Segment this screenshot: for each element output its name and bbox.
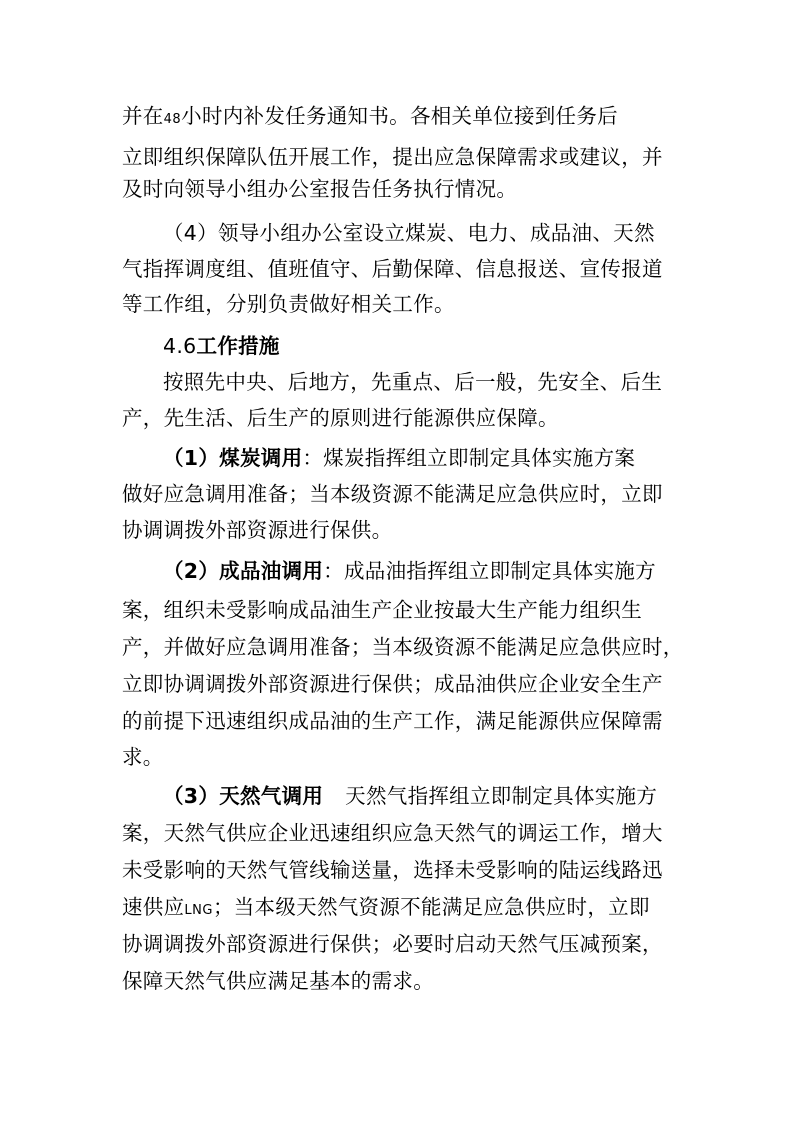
paragraph-heading: （1）煤炭调用 [163, 446, 303, 470]
text-line: 产，先生活、后生产的原则进行能源供应保障。 [122, 406, 559, 430]
text-line: （4）领导小组办公室设立煤炭、电力、成品油、天然 [163, 221, 655, 245]
text-line: 协调调拨外部资源进行保供；必要时启动天然气压减预案， [122, 932, 663, 956]
section-number: 4.6 [163, 334, 197, 358]
text-line: 保障天然气供应满足基本的需求。 [122, 969, 434, 993]
text-line: （1）煤炭调用：煤炭指挥组立即制定具体实施方案 [163, 446, 636, 470]
text-line: 产，并做好应急调用准备；当本级资源不能满足应急供应时， [122, 635, 684, 659]
text-line: 求。 [122, 745, 164, 769]
text-line: 速供应LNG；当本级天然气资源不能满足应急供应时，立即 [122, 895, 650, 919]
text-line: 案，组织未受影响成品油生产企业按最大生产能力组织生 [122, 598, 642, 622]
text-line: 协调调拨外部资源进行保供。 [122, 518, 393, 542]
inline-number: 48 [163, 112, 182, 127]
text-line: 等工作组，分别负责做好相关工作。 [122, 292, 455, 316]
text-line: 立即组织保障队伍开展工作，提出应急保障需求或建议，并 [122, 145, 663, 169]
text-line: （2）成品油调用：成品油指挥组立即制定具体实施方 [163, 559, 656, 583]
text-line: 案，天然气供应企业迅速组织应急天然气的调运工作，增大 [122, 821, 663, 845]
paragraph-heading: （2）成品油调用 [163, 559, 324, 583]
text-line: 气指挥调度组、值班值守、后勤保障、信息报送、宣传报道 [122, 257, 663, 281]
text-line: 并在48小时内补发任务通知书。各相关单位接到任务后 [122, 104, 618, 128]
text-line: 按照先中央、后地方，先重点、后一般，先安全、后生 [163, 370, 663, 394]
text-line: 做好应急调用准备；当本级资源不能满足应急供应时，立即 [122, 482, 663, 506]
text-line: 立即协调调拨外部资源进行保供；成品油供应企业安全生产 [122, 672, 663, 696]
inline-abbreviation: LNG [184, 903, 213, 918]
text-line: 的前提下迅速组织成品油的生产工作，满足能源供应保障需 [122, 709, 663, 733]
paragraph-heading: （3）天然气调用 [163, 784, 324, 808]
text-line: 未受影响的天然气管线输送量，选择未受影响的陆运线路迅 [122, 858, 663, 882]
text-line: （3）天然气调用 天然气指挥组立即制定具体实施方 [163, 784, 658, 808]
section-title: 工作措施 [196, 334, 280, 358]
text-line: 及时向领导小组办公室报告任务执行情况。 [122, 177, 518, 201]
section-heading [163, 331, 280, 361]
